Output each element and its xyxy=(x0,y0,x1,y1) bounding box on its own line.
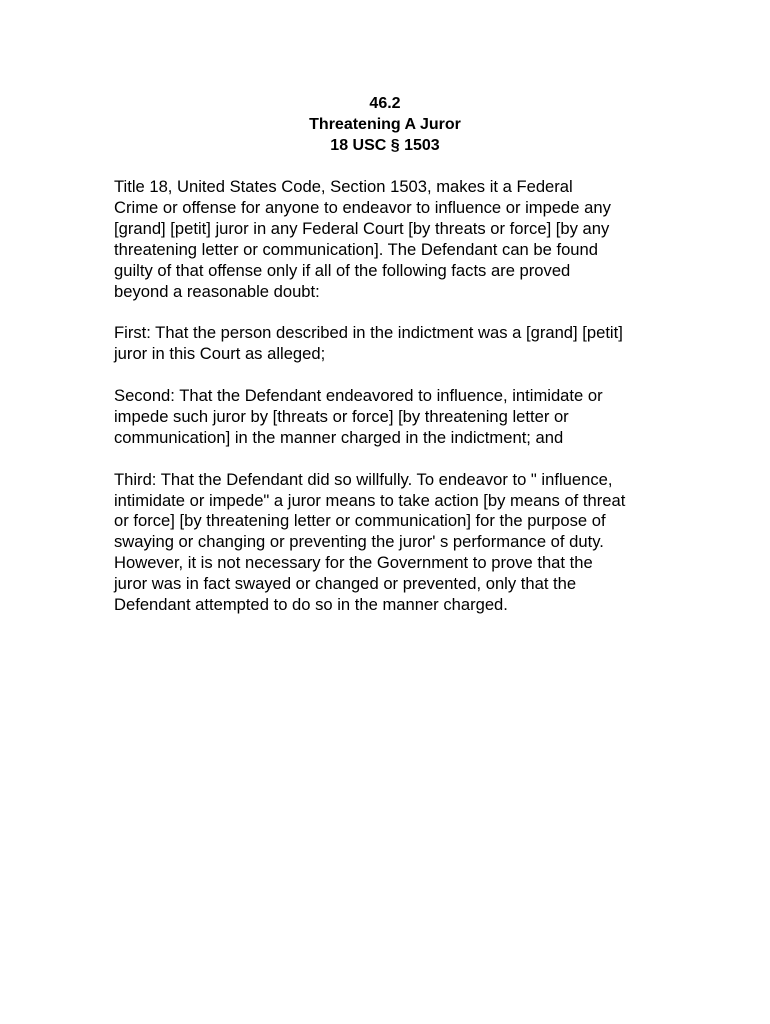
paragraph-third-element xyxy=(114,470,662,616)
instruction-body xyxy=(114,177,662,637)
text-line: Second: That the Defendant endeavored to influence, intimidate or xyxy=(114,386,603,406)
paragraph-second-element xyxy=(114,386,662,449)
instruction-heading xyxy=(0,93,770,156)
text-line: [grand] [petit] juror in any Federal Court [by threats or force] [by any xyxy=(114,218,610,238)
text-line: swaying or changing or preventing the juror' s performance of duty. xyxy=(114,532,604,552)
paragraph-intro xyxy=(114,177,662,302)
text-line: communication] in the manner charged in the indictment; and xyxy=(114,427,564,447)
text-line: juror in this Court as alleged; xyxy=(114,344,326,364)
text-line: Title 18, United States Code, Section 1503, makes it a Federal xyxy=(114,177,573,196)
text-line: intimidate or impede" a juror means to take action [by means of threat xyxy=(114,490,626,510)
text-line: However, it is not necessary for the Government to prove that the xyxy=(114,553,593,573)
text-line: impede such juror by [threats or force] [by threatening letter or xyxy=(114,406,569,426)
text-line: First: That the person described in the indictment was a [grand] [petit] xyxy=(114,323,623,343)
instruction-title: Threatening A Juror xyxy=(309,116,461,133)
paragraph-first-element xyxy=(114,323,662,365)
text-line: Defendant attempted to do so in the manner charged. xyxy=(114,595,508,615)
statute-citation: 18 USC § 1503 xyxy=(330,137,440,154)
instruction-number: 46.2 xyxy=(369,95,401,112)
text-line: or force] [by threatening letter or communication] for the purpose of xyxy=(114,511,606,531)
text-line: Third: That the Defendant did so willfully. To endeavor to " influence, xyxy=(114,469,613,489)
text-line: threatening letter or communication]. The Defendant can be found xyxy=(114,239,598,259)
text-line: Crime or offense for anyone to endeavor to influence or impede any xyxy=(114,197,611,217)
text-line: juror was in fact swayed or changed or prevented, only that the xyxy=(114,574,577,594)
text-line: guilty of that offense only if all of the following facts are proved xyxy=(114,260,571,280)
text-line: beyond a reasonable doubt: xyxy=(114,281,320,301)
